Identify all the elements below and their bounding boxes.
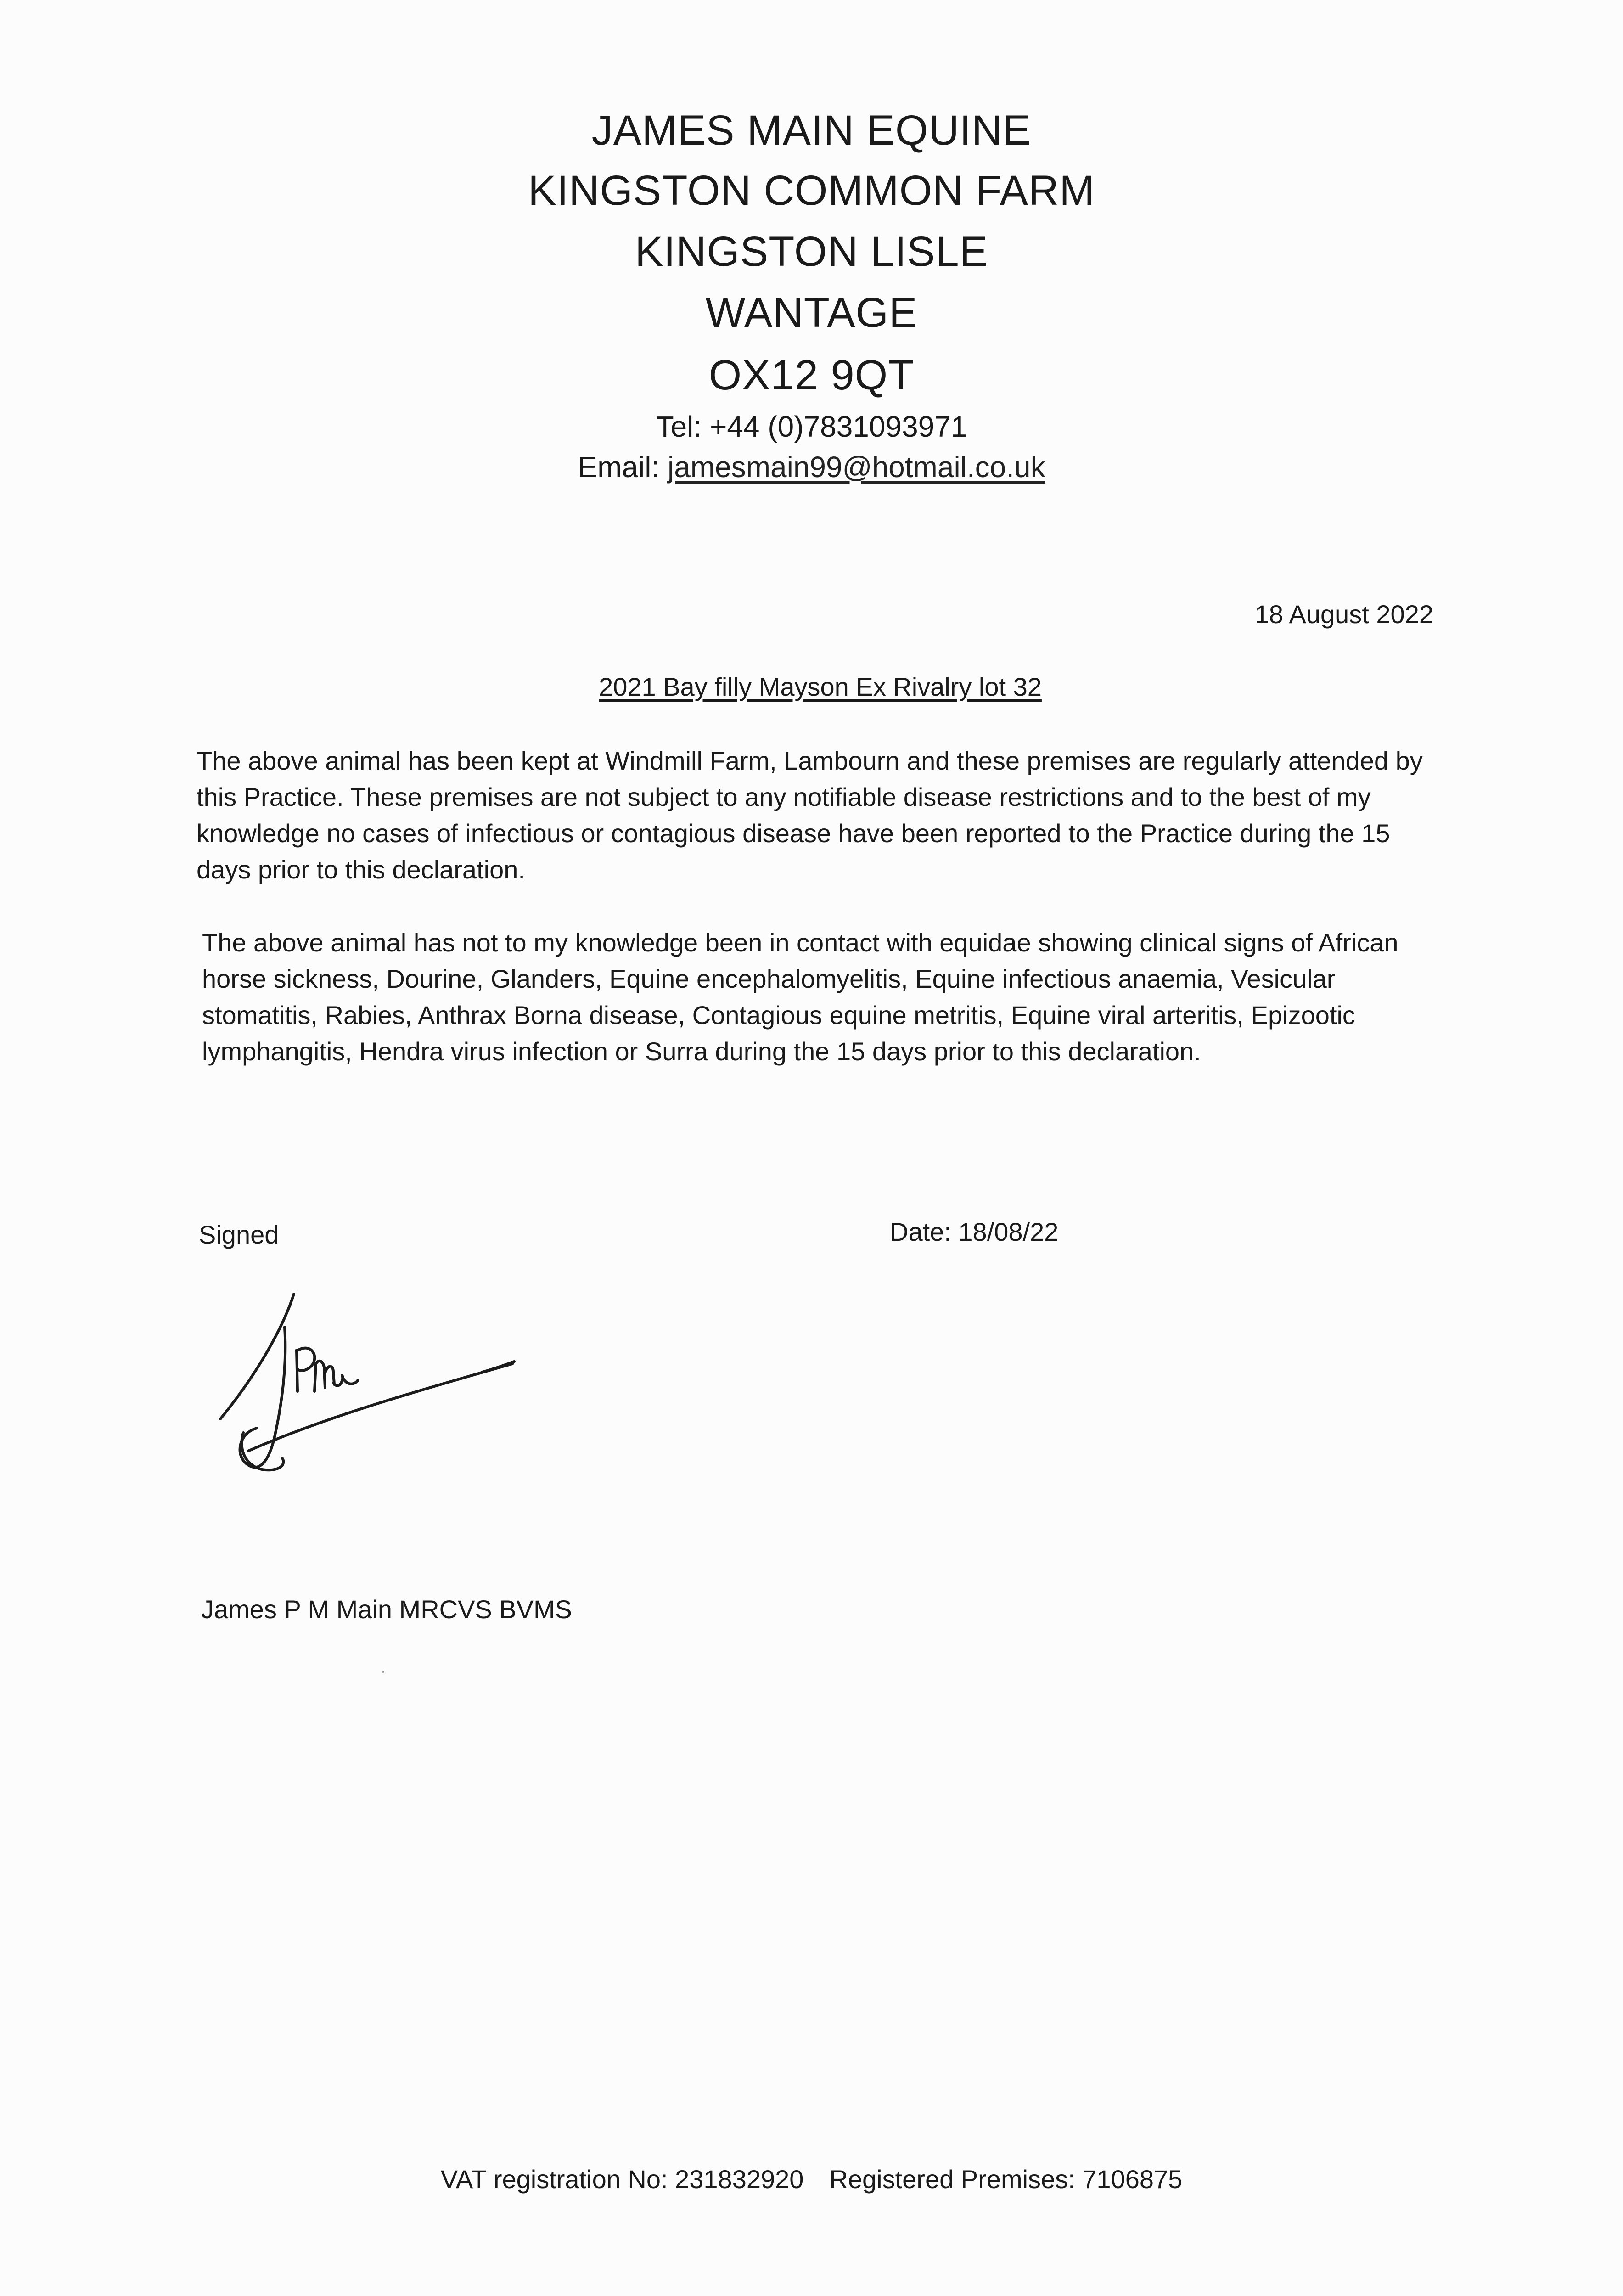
address-line-village: KINGSTON LISLE xyxy=(635,228,988,275)
handwritten-signature xyxy=(207,1281,528,1497)
signed-label: Signed xyxy=(199,1220,279,1249)
premises-paragraph: The above animal has been kept at Windmill Farm, Lambourn and these premises are regularly attended by this Practice. These premises are not subject to any notifiable disease restrictions and to the best of my knowledge no cases of infectious or contagious disease have been reported to the Practice during the 15 days prior to this declaration. xyxy=(197,746,1423,884)
scan-speck xyxy=(382,1671,384,1673)
practice-name: JAMES MAIN EQUINE xyxy=(591,107,1032,154)
letter-date: 18 August 2022 xyxy=(1254,600,1433,629)
subject-line xyxy=(0,672,1623,702)
address-postcode: OX12 9QT xyxy=(708,352,915,399)
registered-premises: Registered Premises: 7106875 xyxy=(829,2165,1183,2194)
signatory-name: James P M Main MRCVS BVMS xyxy=(201,1595,573,1624)
email-line xyxy=(0,450,1623,484)
email-label: Email: xyxy=(578,450,668,484)
address-line-farm: KINGSTON COMMON FARM xyxy=(528,167,1095,214)
telephone: Tel: +44 (0)7831093971 xyxy=(656,410,967,443)
disease-contact-paragraph: The above animal has not to my knowledge been in contact with equidae showing clinical signs of African horse sickness, Dourine, Glanders, Equine encephalomyelitis, Equine infectious anaemia, Vesicular stomatitis, Rabies, Anthrax Borna disease, Contagious equine metritis, Equine viral arteritis, Epizootic lymphangitis, Hendra virus infection or Surra during the 15 days prior to this declaration. xyxy=(202,928,1398,1066)
address-line-town: WANTAGE xyxy=(705,289,918,336)
footer xyxy=(0,2164,1623,2194)
vat-registration: VAT registration No: 231832920 xyxy=(440,2165,804,2194)
subject-text: 2021 Bay filly Mayson Ex Rivalry lot 32 xyxy=(599,672,1042,701)
signature-date: Date: 18/08/22 xyxy=(890,1217,1059,1246)
email-link[interactable]: jamesmain99@hotmail.co.uk xyxy=(667,450,1045,484)
